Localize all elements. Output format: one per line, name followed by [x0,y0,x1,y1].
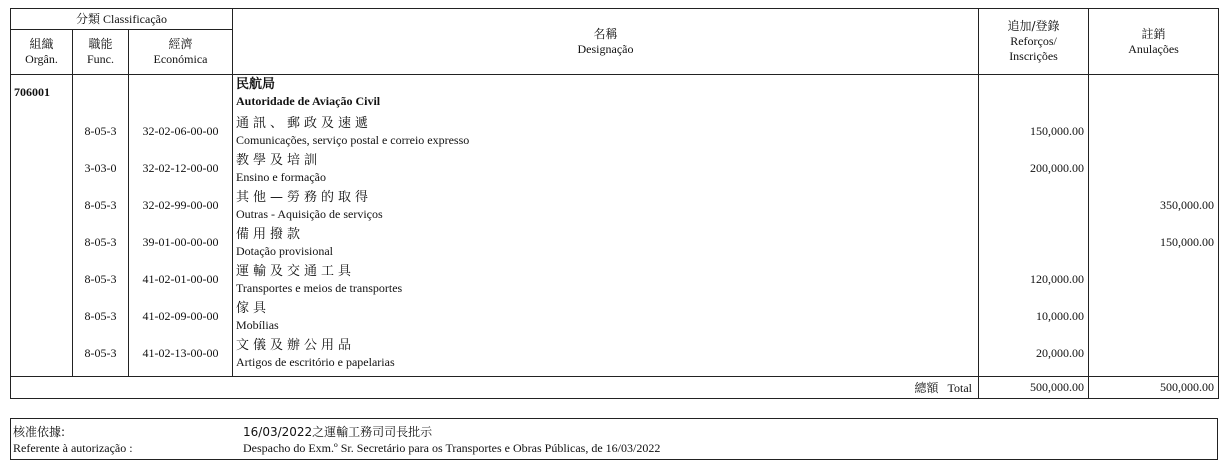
org-code: 706001 [14,85,50,99]
eco-code: 41-02-13-00-00 [142,346,219,360]
reinforcement-column [979,75,1089,377]
eco-code: 32-02-06-00-00 [142,124,219,138]
total-annulment: 500,000.00 [1089,377,1219,399]
func-code: 8-05-3 [84,235,117,249]
item-name-pt: Ensino e formação [236,170,326,184]
reinforcement-header: 追加/登錄 Reforços/ Inscrições [979,9,1089,75]
basis-label-zh: 核准依據: [13,425,66,439]
designation-column [233,75,979,377]
eco-code: 32-02-99-00-00 [142,198,219,212]
item-name-zh: 其他—勞務的取得 [236,190,373,205]
annulment-amount: 150,000.00 [1160,235,1215,249]
budget-table [10,8,1219,399]
item-name-zh: 備用撥款 [236,227,305,242]
item-name-pt: Comunicações, serviço postal e correio expresso [236,133,470,147]
func-code: 3-03-0 [84,161,117,175]
reinforcement-amount: 10,000.00 [1036,309,1085,323]
approval-text-pt: Despacho do Exm.º Sr. Secretário para os Transportes e Obras Públicas, de 16/03/2022 [243,441,661,455]
classification-header: 分類 Classificação [11,9,233,30]
org-name-zh: 民航局 [236,77,276,92]
eco-code: 32-02-12-00-00 [142,161,219,175]
annulment-column [1089,75,1219,377]
designation-header: 名稱 Designação [233,9,979,75]
org-name-pt: Autoridade de Aviação Civil [236,94,381,108]
item-name-zh: 傢具 [236,301,271,316]
reinforcement-amount: 200,000.00 [1030,161,1085,175]
item-name-pt: Outras - Aquisição de serviços [236,207,383,221]
annulment-amount: 350,000.00 [1160,198,1215,212]
item-name-zh: 通訊、郵政及速遞 [236,116,373,131]
total-reinforcement: 500,000.00 [979,377,1089,399]
item-name-zh: 文儀及辦公用品 [236,338,356,353]
total-label: 總額 Total [11,377,979,399]
eco-column [129,75,233,377]
func-code: 8-05-3 [84,198,117,212]
func-code: 8-05-3 [84,346,117,360]
func-code: 8-05-3 [84,124,117,138]
item-name-pt: Artigos de escritório e papelarias [236,355,395,369]
item-name-zh: 運輸及交通工具 [236,264,356,279]
org-column [11,75,73,377]
func-code: 8-05-3 [84,272,117,286]
authorization-footer [10,418,1218,460]
func-column [73,75,129,377]
func-code: 8-05-3 [84,309,117,323]
reinforcement-amount: 120,000.00 [1030,272,1085,286]
annulment-header: 註銷 Anulações [1089,9,1219,75]
basis-label-pt: Referente à autorização : [13,441,133,455]
item-name-zh: 教學及培訓 [236,153,322,168]
eco-code: 39-01-00-00-00 [142,235,219,249]
item-name-pt: Mobílias [236,318,279,332]
eco-header: 經濟 Económica [129,30,233,75]
item-name-pt: Dotação provisional [236,244,333,258]
func-header: 職能 Func. [73,30,129,75]
eco-code: 41-02-09-00-00 [142,309,219,323]
approval-text-zh: 16/03/2022之運輸工務司司長批示 [243,425,433,439]
org-header: 組織 Orgân. [11,30,73,75]
eco-code: 41-02-01-00-00 [142,272,219,286]
item-name-pt: Transportes e meios de transportes [236,281,403,295]
reinforcement-amount: 20,000.00 [1036,346,1085,360]
reinforcement-amount: 150,000.00 [1030,124,1085,138]
